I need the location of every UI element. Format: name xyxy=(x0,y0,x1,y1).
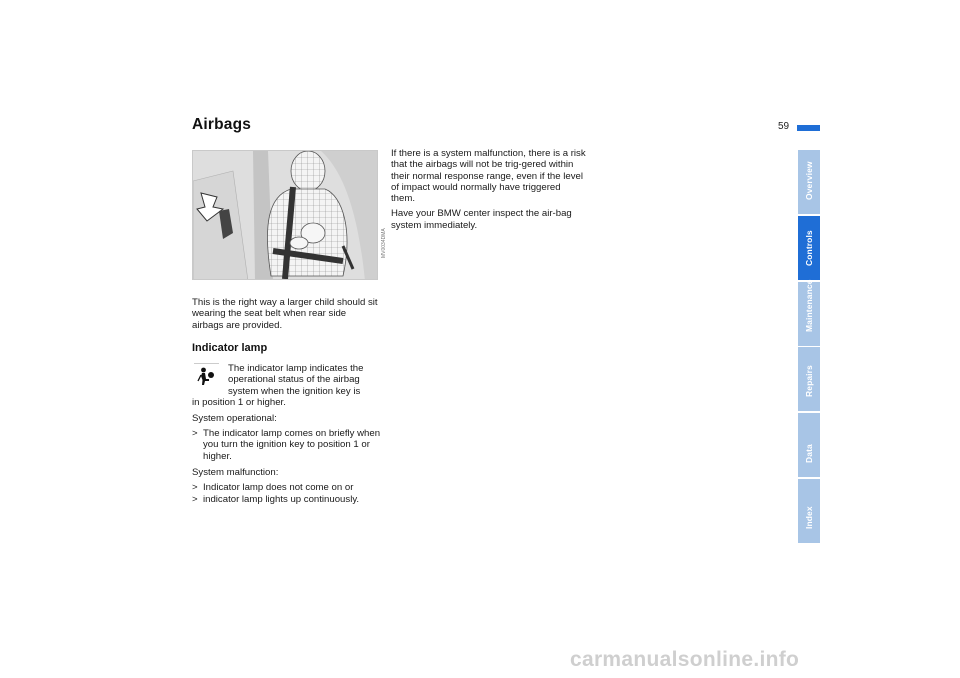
section-heading-indicator-lamp: Indicator lamp xyxy=(192,342,268,354)
figure-caption: This is the right way a larger child should sit wearing the seat belt when rear side airbags are provided. xyxy=(192,297,378,331)
watermark: carmanualsonline.info xyxy=(570,648,800,671)
bullet-text: Indicator lamp does not come on or xyxy=(203,482,354,493)
tab-maintenance[interactable] xyxy=(798,279,820,346)
child-seatbelt-illustration xyxy=(192,150,378,280)
bullet-text: indicator lamp lights up continuously. xyxy=(203,494,360,505)
page-title: Airbags xyxy=(192,116,252,133)
tab-repairs-label: Repairs xyxy=(804,365,814,397)
illustration-graphic xyxy=(193,151,378,280)
tab-overview-label: Overview xyxy=(804,161,814,200)
system-malfunction-label: System malfunction: xyxy=(192,467,279,478)
figure-code: MV0034DMA xyxy=(381,228,387,258)
indicator-lamp-text-cont: in position 1 or higher. xyxy=(192,397,286,408)
tab-controls[interactable] xyxy=(798,216,820,280)
tab-controls-label: Controls xyxy=(804,230,814,266)
indicator-lamp-text: The indicator lamp indicates the operational status of the airbag system when the ignition key is xyxy=(228,363,364,397)
tab-repairs[interactable] xyxy=(798,347,820,411)
page-marker xyxy=(797,125,820,131)
right-column xyxy=(391,148,587,231)
tab-index[interactable] xyxy=(798,479,820,543)
tab-index-label: Index xyxy=(804,506,814,529)
malfunction-risk-paragraph: If there is a system malfunction, there is a risk that the airbags will not be trig-gered within their normal response range, even if the level of impact would normally have triggered them. xyxy=(391,148,586,205)
system-operational-label: System operational: xyxy=(192,413,277,424)
bullet-item xyxy=(192,494,387,505)
tab-overview[interactable] xyxy=(798,150,820,214)
bullet-item xyxy=(192,482,387,493)
bullet-mark: > xyxy=(192,428,198,439)
tab-data[interactable] xyxy=(798,413,820,477)
inspection-paragraph: Have your BMW center inspect the air-bag system immediately. xyxy=(391,208,572,231)
bullet-mark: > xyxy=(192,482,198,493)
side-tabs xyxy=(798,150,820,542)
bullet-item xyxy=(192,428,387,462)
airbag-warning-icon xyxy=(194,363,219,388)
tab-data-label: Data xyxy=(804,444,814,463)
bullet-mark: > xyxy=(192,494,198,505)
bullet-text: The indicator lamp comes on briefly when you turn the ignition key to position 1 or higher. xyxy=(203,428,381,462)
tab-maintenance-label: Maintenance xyxy=(804,279,814,332)
page-number: 59 xyxy=(778,121,790,132)
